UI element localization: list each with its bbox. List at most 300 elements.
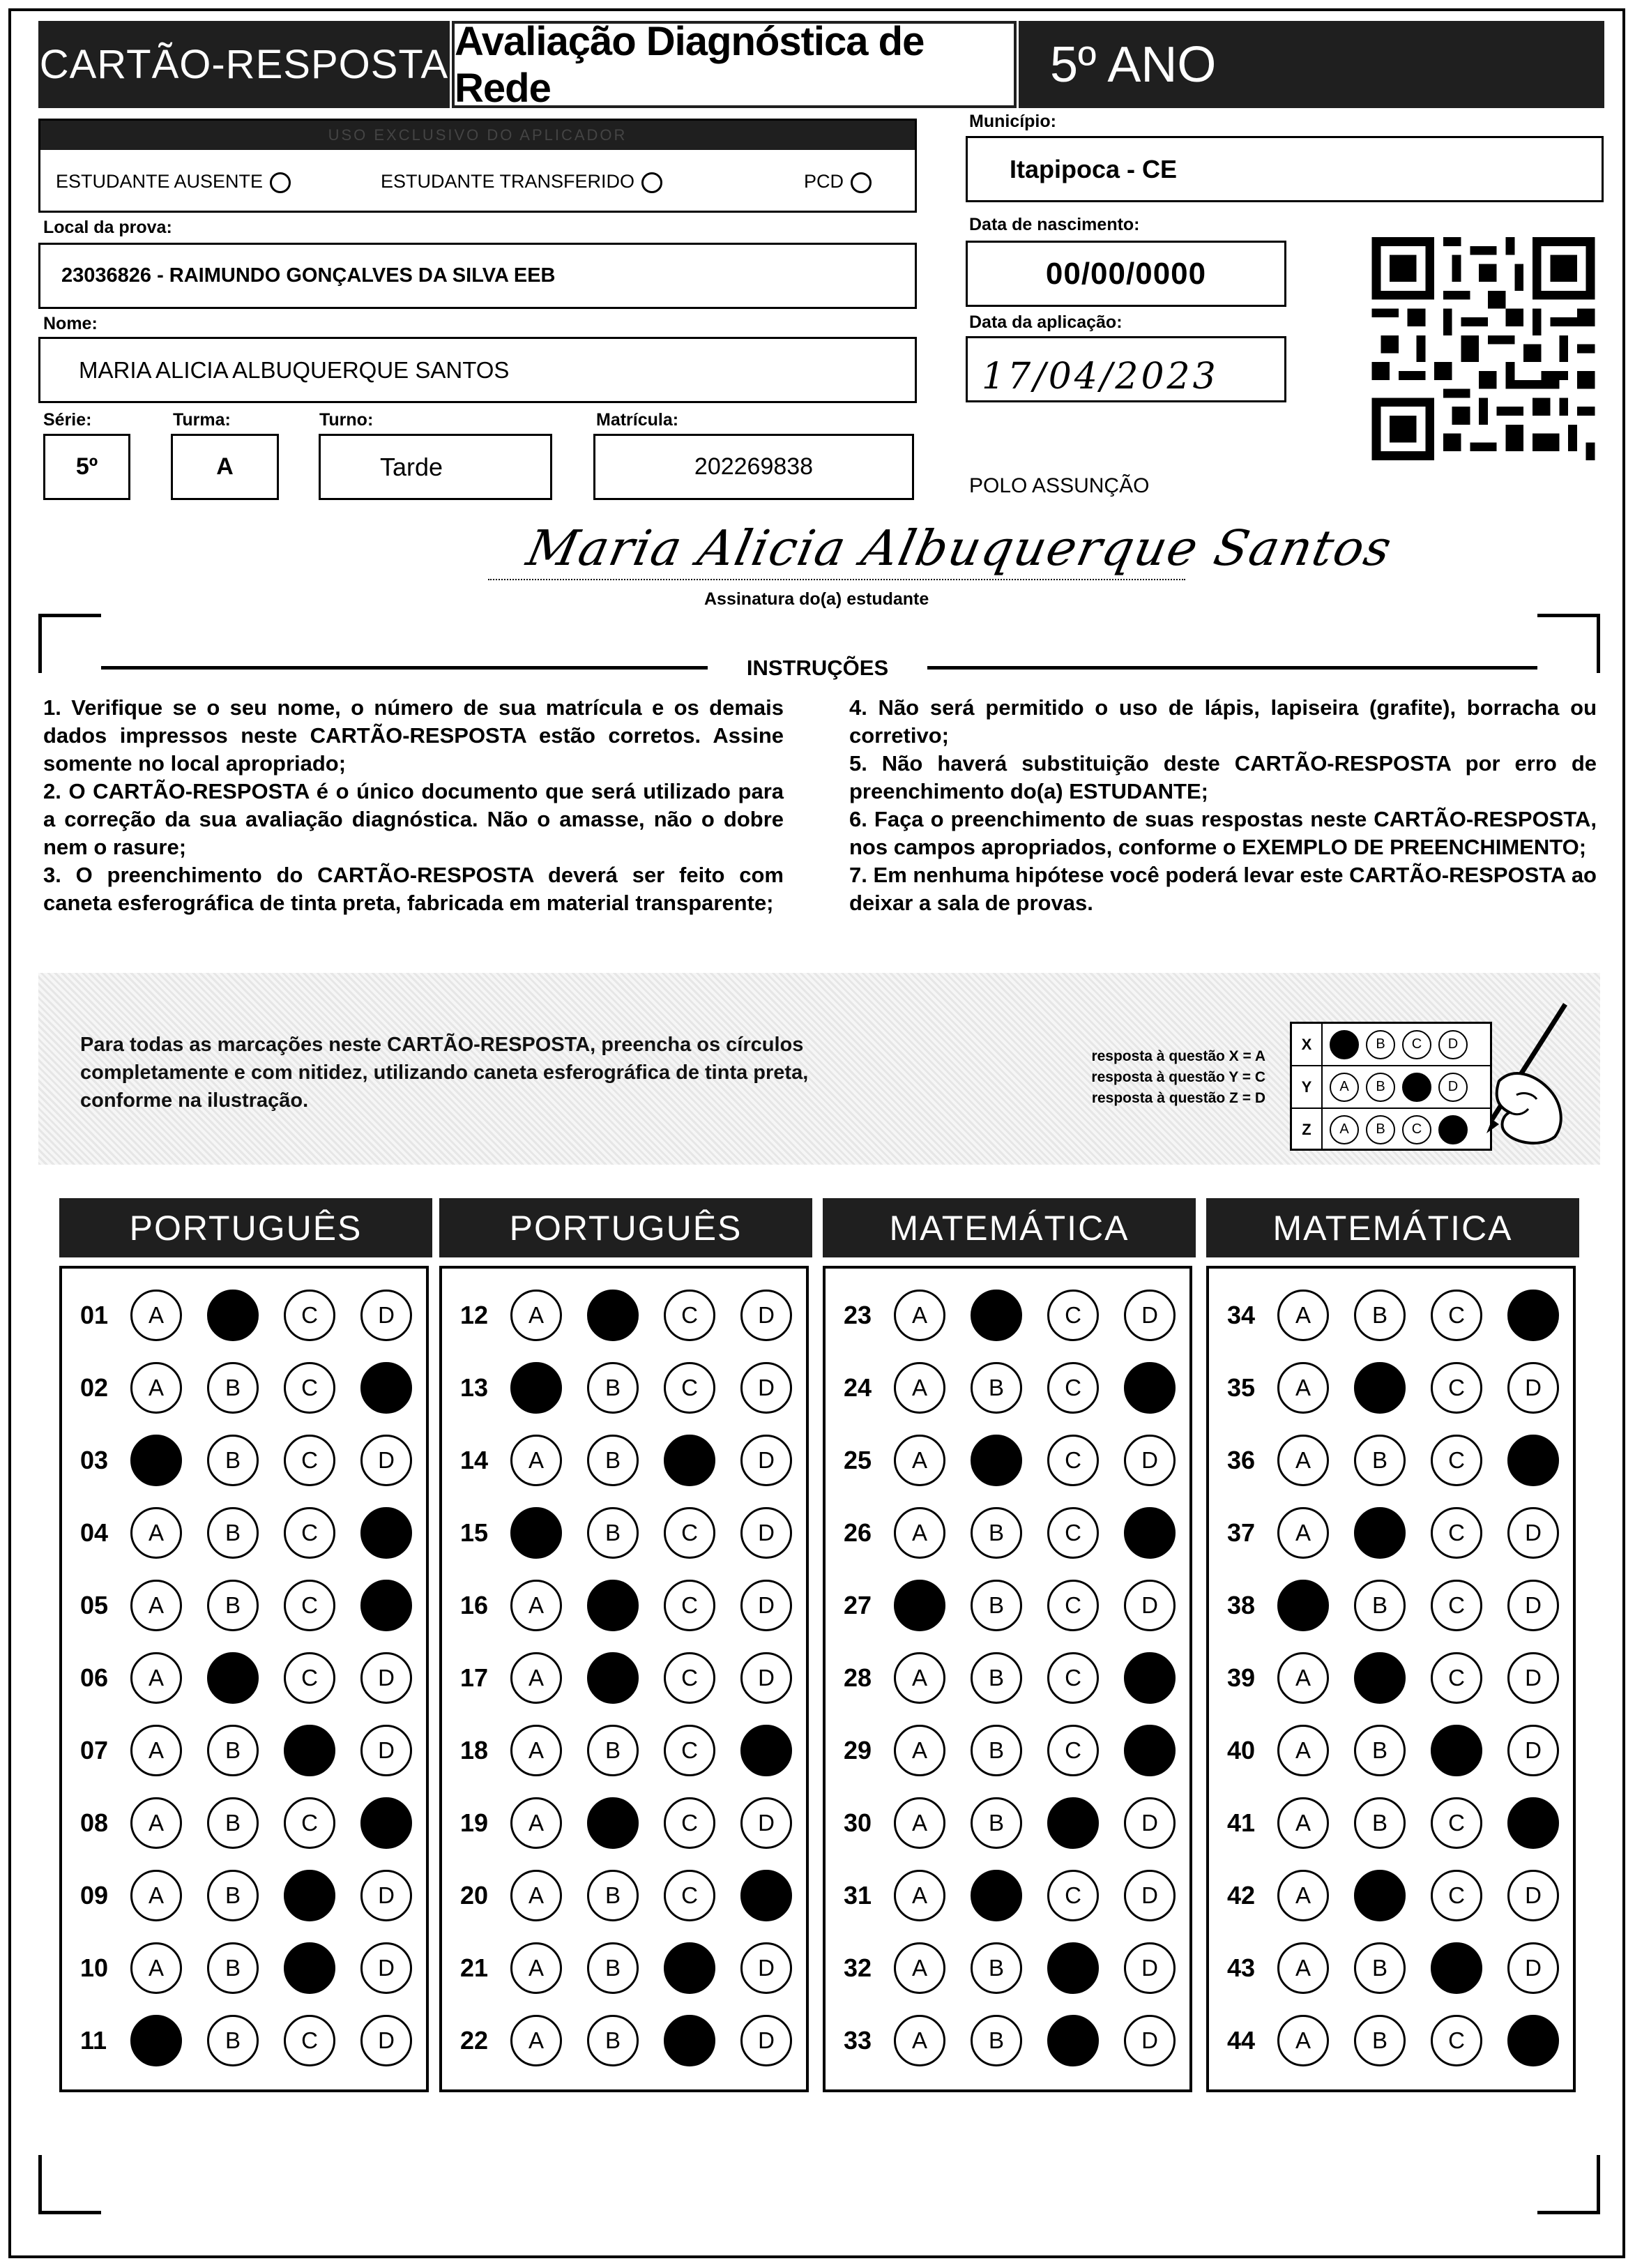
question-number: 39 bbox=[1227, 1663, 1256, 1692]
name-label: Nome: bbox=[43, 314, 98, 333]
answer-bubble-24-a[interactable]: A bbox=[894, 1362, 945, 1414]
answer-bubble-23-c[interactable]: C bbox=[1047, 1290, 1099, 1341]
question-number: 40 bbox=[1227, 1736, 1256, 1764]
header-exam-block bbox=[452, 18, 1017, 111]
answer-bubble-05-c[interactable]: C bbox=[284, 1580, 335, 1631]
question-number: 23 bbox=[844, 1301, 872, 1329]
question-number: 32 bbox=[844, 1953, 872, 1982]
question-row-23 bbox=[826, 1284, 1176, 1347]
answer-bubble-34-d[interactable] bbox=[1507, 1290, 1559, 1341]
answer-bubble-40-d[interactable]: D bbox=[1507, 1725, 1559, 1776]
answer-bubble-14-a[interactable]: A bbox=[510, 1435, 562, 1486]
answer-bubble-43-c[interactable] bbox=[1431, 1942, 1482, 1994]
answer-bubble-27-a[interactable] bbox=[894, 1580, 945, 1631]
answer-bubble-44-b[interactable]: B bbox=[1354, 2015, 1406, 2066]
answer-bubble-04-c[interactable]: C bbox=[284, 1507, 335, 1559]
answer-bubble-37-d[interactable]: D bbox=[1507, 1507, 1559, 1559]
example-bubble-c: C bbox=[1402, 1115, 1431, 1144]
answer-bubble-18-c[interactable]: C bbox=[664, 1725, 715, 1776]
question-row-15 bbox=[442, 1502, 792, 1564]
question-number: 16 bbox=[460, 1591, 489, 1619]
answer-bubble-34-a[interactable]: A bbox=[1277, 1290, 1329, 1341]
answer-bubble-22-a[interactable]: A bbox=[510, 2015, 562, 2066]
question-row-30 bbox=[826, 1792, 1176, 1854]
answer-bubble-32-c[interactable] bbox=[1047, 1942, 1099, 1994]
question-row-22 bbox=[442, 2009, 792, 2072]
question-number: 26 bbox=[844, 1518, 872, 1547]
answer-bubble-12-a[interactable]: A bbox=[510, 1290, 562, 1341]
question-row-05 bbox=[62, 1574, 412, 1637]
nascimento-field bbox=[966, 241, 1286, 307]
answer-bubble-07-d[interactable]: D bbox=[360, 1725, 412, 1776]
question-number: 41 bbox=[1227, 1808, 1256, 1837]
answer-bubble-13-c[interactable]: C bbox=[664, 1362, 715, 1414]
turno-value: Tarde bbox=[380, 452, 443, 481]
answer-bubble-23-d[interactable]: D bbox=[1124, 1290, 1176, 1341]
question-row-19 bbox=[442, 1792, 792, 1854]
answer-bubble-28-d[interactable] bbox=[1124, 1652, 1176, 1704]
answer-bubble-39-a[interactable]: A bbox=[1277, 1652, 1329, 1704]
answer-bubble-20-d[interactable] bbox=[740, 1870, 792, 1921]
answer-bubble-01-c[interactable]: C bbox=[284, 1290, 335, 1341]
answer-bubble-22-b[interactable]: B bbox=[587, 2015, 639, 2066]
answer-bubble-14-b[interactable]: B bbox=[587, 1435, 639, 1486]
answer-bubble-08-a[interactable]: A bbox=[130, 1797, 182, 1849]
question-number: 37 bbox=[1227, 1518, 1256, 1547]
example-row-label: Y bbox=[1292, 1066, 1323, 1107]
question-row-13 bbox=[442, 1356, 792, 1419]
question-number: 31 bbox=[844, 1881, 872, 1910]
answer-bubble-16-b[interactable] bbox=[587, 1580, 639, 1631]
answer-bubble-09-b[interactable]: B bbox=[207, 1870, 259, 1921]
instruction-3: 3. O preenchimento do CARTÃO-RESPOSTA deverá ser feito com caneta esferográfica de tinta preta, fabricada em material transparente; bbox=[43, 863, 784, 915]
answer-bubble-16-d[interactable]: D bbox=[740, 1580, 792, 1631]
question-row-29 bbox=[826, 1719, 1176, 1782]
corner-mark-bottom-left bbox=[38, 2155, 101, 2214]
answer-bubble-11-b[interactable]: B bbox=[207, 2015, 259, 2066]
question-row-26 bbox=[826, 1502, 1176, 1564]
municipio-value: Itapipoca - CE bbox=[1010, 154, 1178, 183]
answer-bubble-06-b[interactable] bbox=[207, 1652, 259, 1704]
question-row-21 bbox=[442, 1937, 792, 1999]
answer-bubble-18-a[interactable]: A bbox=[510, 1725, 562, 1776]
answer-bubble-36-b[interactable]: B bbox=[1354, 1435, 1406, 1486]
answer-bubble-06-d[interactable]: D bbox=[360, 1652, 412, 1704]
question-row-14 bbox=[442, 1429, 792, 1492]
answer-bubble-41-b[interactable]: B bbox=[1354, 1797, 1406, 1849]
question-row-33 bbox=[826, 2009, 1176, 2072]
question-number: 15 bbox=[460, 1518, 489, 1547]
answer-bubble-22-c[interactable] bbox=[664, 2015, 715, 2066]
answer-bubble-09-c[interactable] bbox=[284, 1870, 335, 1921]
answer-bubble-01-b[interactable] bbox=[207, 1290, 259, 1341]
question-row-18 bbox=[442, 1719, 792, 1782]
answer-bubble-13-b[interactable]: B bbox=[587, 1362, 639, 1414]
answer-bubble-30-d[interactable]: D bbox=[1124, 1797, 1176, 1849]
instruction-2: 2. O CARTÃO-RESPOSTA é o único documento que será utilizado para a correção da sua avaliação diagnóstica. Não o amasse, não o dobre nem o rasure; bbox=[43, 779, 784, 859]
question-number: 44 bbox=[1227, 2026, 1256, 2055]
answer-bubble-06-a[interactable]: A bbox=[130, 1652, 182, 1704]
answer-bubble-21-c[interactable] bbox=[664, 1942, 715, 1994]
answer-bubble-43-b[interactable]: B bbox=[1354, 1942, 1406, 1994]
answer-bubble-42-b[interactable] bbox=[1354, 1870, 1406, 1921]
question-row-10 bbox=[62, 1937, 412, 1999]
answer-bubble-31-a[interactable]: A bbox=[894, 1870, 945, 1921]
question-number: 03 bbox=[80, 1446, 109, 1474]
answer-bubble-13-d[interactable]: D bbox=[740, 1362, 792, 1414]
answer-bubble-40-b[interactable]: B bbox=[1354, 1725, 1406, 1776]
answer-bubble-26-a[interactable]: A bbox=[894, 1507, 945, 1559]
answer-bubble-17-b[interactable] bbox=[587, 1652, 639, 1704]
question-row-42 bbox=[1209, 1864, 1559, 1927]
answer-bubble-29-b[interactable]: B bbox=[971, 1725, 1022, 1776]
answer-bubble-19-d[interactable]: D bbox=[740, 1797, 792, 1849]
example-legend-x: resposta à questão X = A bbox=[1091, 1048, 1265, 1064]
answer-bubble-07-b[interactable]: B bbox=[207, 1725, 259, 1776]
answer-bubble-42-a[interactable]: A bbox=[1277, 1870, 1329, 1921]
answer-bubble-44-a[interactable]: A bbox=[1277, 2015, 1329, 2066]
transferred-bubble[interactable] bbox=[641, 172, 662, 193]
answer-bubble-25-b[interactable] bbox=[971, 1435, 1022, 1486]
answer-bubble-31-d[interactable]: D bbox=[1124, 1870, 1176, 1921]
answer-bubble-42-d[interactable]: D bbox=[1507, 1870, 1559, 1921]
answer-bubble-02-c[interactable]: C bbox=[284, 1362, 335, 1414]
answer-bubble-03-b[interactable]: B bbox=[207, 1435, 259, 1486]
question-row-17 bbox=[442, 1647, 792, 1709]
answer-bubble-38-c[interactable]: C bbox=[1431, 1580, 1482, 1631]
answer-bubble-29-d[interactable] bbox=[1124, 1725, 1176, 1776]
question-row-41 bbox=[1209, 1792, 1559, 1854]
question-number: 34 bbox=[1227, 1301, 1256, 1329]
answer-bubble-36-a[interactable]: A bbox=[1277, 1435, 1329, 1486]
aplicacao-field bbox=[966, 336, 1286, 402]
answer-bubble-36-d[interactable] bbox=[1507, 1435, 1559, 1486]
example-bubble-a: A bbox=[1330, 1073, 1359, 1102]
question-row-27 bbox=[826, 1574, 1176, 1637]
answer-bubble-17-c[interactable]: C bbox=[664, 1652, 715, 1704]
answer-bubble-33-c[interactable] bbox=[1047, 2015, 1099, 2066]
question-number: 25 bbox=[844, 1446, 872, 1474]
answer-bubble-44-c[interactable]: C bbox=[1431, 2015, 1482, 2066]
answer-bubble-29-a[interactable]: A bbox=[894, 1725, 945, 1776]
applicator-banner: USO EXCLUSIVO DO APLICADOR bbox=[40, 121, 915, 150]
answer-bubble-19-b[interactable] bbox=[587, 1797, 639, 1849]
answer-bubble-16-c[interactable]: C bbox=[664, 1580, 715, 1631]
pcd-bubble[interactable] bbox=[851, 172, 872, 193]
question-number: 10 bbox=[80, 1953, 109, 1982]
answer-bubble-04-a[interactable]: A bbox=[130, 1507, 182, 1559]
answer-bubble-32-d[interactable]: D bbox=[1124, 1942, 1176, 1994]
answer-bubble-08-c[interactable]: C bbox=[284, 1797, 335, 1849]
answer-bubble-19-a[interactable]: A bbox=[510, 1797, 562, 1849]
answer-bubble-35-a[interactable]: A bbox=[1277, 1362, 1329, 1414]
question-row-07 bbox=[62, 1719, 412, 1782]
example-bubble-c bbox=[1402, 1073, 1431, 1102]
answer-bubble-33-b[interactable]: B bbox=[971, 2015, 1022, 2066]
answer-bubble-20-c[interactable]: C bbox=[664, 1870, 715, 1921]
question-number: 30 bbox=[844, 1808, 872, 1837]
answer-bubble-18-b[interactable]: B bbox=[587, 1725, 639, 1776]
answer-bubble-23-b[interactable] bbox=[971, 1290, 1022, 1341]
hand-pen-icon bbox=[1450, 997, 1576, 1151]
answer-bubble-27-c[interactable]: C bbox=[1047, 1580, 1099, 1631]
question-number: 19 bbox=[460, 1808, 489, 1837]
answer-bubble-31-b[interactable] bbox=[971, 1870, 1022, 1921]
answer-bubble-43-a[interactable]: A bbox=[1277, 1942, 1329, 1994]
answer-bubble-41-a[interactable]: A bbox=[1277, 1797, 1329, 1849]
signature-line bbox=[488, 579, 1185, 580]
answer-bubble-21-b[interactable]: B bbox=[587, 1942, 639, 1994]
answer-panel-3 bbox=[823, 1266, 1192, 2092]
answer-bubble-17-d[interactable]: D bbox=[740, 1652, 792, 1704]
answer-bubble-03-d[interactable]: D bbox=[360, 1435, 412, 1486]
question-row-12 bbox=[442, 1284, 792, 1347]
serie-value: 5º bbox=[75, 453, 98, 480]
question-number: 27 bbox=[844, 1591, 872, 1619]
answer-bubble-35-d[interactable]: D bbox=[1507, 1362, 1559, 1414]
instruction-1: 1. Verifique se o seu nome, o número de sua matrícula e os demais dados impressos neste CARTÃO-RESPOSTA estão corretos. Assine somente no local apropriado; bbox=[43, 695, 784, 776]
answer-bubble-05-d[interactable] bbox=[360, 1580, 412, 1631]
answer-bubble-41-d[interactable] bbox=[1507, 1797, 1559, 1849]
serie-field bbox=[43, 434, 130, 500]
matricula-label: Matrícula: bbox=[596, 410, 679, 430]
answer-bubble-14-d[interactable]: D bbox=[740, 1435, 792, 1486]
question-number: 14 bbox=[460, 1446, 489, 1474]
answer-bubble-33-d[interactable]: D bbox=[1124, 2015, 1176, 2066]
question-number: 36 bbox=[1227, 1446, 1256, 1474]
question-row-02 bbox=[62, 1356, 412, 1419]
answer-bubble-43-d[interactable]: D bbox=[1507, 1942, 1559, 1994]
question-row-39 bbox=[1209, 1647, 1559, 1709]
answer-bubble-30-b[interactable]: B bbox=[971, 1797, 1022, 1849]
answer-bubble-28-c[interactable]: C bbox=[1047, 1652, 1099, 1704]
answer-bubble-19-c[interactable]: C bbox=[664, 1797, 715, 1849]
instructions-left bbox=[43, 694, 784, 917]
answer-bubble-12-d[interactable]: D bbox=[740, 1290, 792, 1341]
question-row-25 bbox=[826, 1429, 1176, 1492]
corner-mark-top-left bbox=[38, 614, 101, 673]
answer-bubble-15-a[interactable] bbox=[510, 1507, 562, 1559]
example-legend-z: resposta à questão Z = D bbox=[1091, 1090, 1265, 1106]
question-number: 29 bbox=[844, 1736, 872, 1764]
answer-bubble-37-c[interactable]: C bbox=[1431, 1507, 1482, 1559]
answer-bubble-11-d[interactable]: D bbox=[360, 2015, 412, 2066]
answer-bubble-37-a[interactable]: A bbox=[1277, 1507, 1329, 1559]
question-row-24 bbox=[826, 1356, 1176, 1419]
answer-bubble-38-d[interactable]: D bbox=[1507, 1580, 1559, 1631]
location-label: Local da prova: bbox=[43, 218, 172, 237]
answer-bubble-27-b[interactable]: B bbox=[971, 1580, 1022, 1631]
example-legend bbox=[1035, 1046, 1265, 1109]
example-bubble-d: D bbox=[1438, 1030, 1468, 1059]
answer-bubble-10-d[interactable]: D bbox=[360, 1942, 412, 1994]
signature-label: Assinatura do(a) estudante bbox=[704, 589, 929, 609]
answer-bubble-09-a[interactable]: A bbox=[130, 1870, 182, 1921]
answer-bubble-22-d[interactable]: D bbox=[740, 2015, 792, 2066]
header-title-block bbox=[38, 21, 450, 108]
answer-bubble-37-b[interactable] bbox=[1354, 1507, 1406, 1559]
answer-bubble-13-a[interactable] bbox=[510, 1362, 562, 1414]
answer-bubble-02-b[interactable]: B bbox=[207, 1362, 259, 1414]
question-row-03 bbox=[62, 1429, 412, 1492]
answer-bubble-28-b[interactable]: B bbox=[971, 1652, 1022, 1704]
answer-bubble-16-a[interactable]: A bbox=[510, 1580, 562, 1631]
answer-bubble-15-d[interactable]: D bbox=[740, 1507, 792, 1559]
answer-bubble-01-a[interactable]: A bbox=[130, 1290, 182, 1341]
answer-bubble-02-a[interactable]: A bbox=[130, 1362, 182, 1414]
answer-bubble-29-c[interactable]: C bbox=[1047, 1725, 1099, 1776]
answer-bubble-11-c[interactable]: C bbox=[284, 2015, 335, 2066]
answer-bubble-24-c[interactable]: C bbox=[1047, 1362, 1099, 1414]
answer-bubble-26-b[interactable]: B bbox=[971, 1507, 1022, 1559]
answer-bubble-11-a[interactable] bbox=[130, 2015, 182, 2066]
answer-bubble-20-b[interactable]: B bbox=[587, 1870, 639, 1921]
absent-option[interactable]: ESTUDANTE AUSENTE bbox=[56, 171, 291, 193]
location-field bbox=[38, 243, 917, 309]
answer-bubble-23-a[interactable]: A bbox=[894, 1290, 945, 1341]
question-row-06 bbox=[62, 1647, 412, 1709]
turma-label: Turma: bbox=[173, 410, 231, 430]
answer-bubble-25-c[interactable]: C bbox=[1047, 1435, 1099, 1486]
qr-code-icon bbox=[1370, 237, 1597, 460]
answer-bubble-38-b[interactable]: B bbox=[1354, 1580, 1406, 1631]
header-grade: 5º ANO bbox=[1050, 36, 1217, 93]
matricula-field bbox=[593, 434, 914, 500]
answer-bubble-34-c[interactable]: C bbox=[1431, 1290, 1482, 1341]
answer-bubble-32-a[interactable]: A bbox=[894, 1942, 945, 1994]
answer-bubble-10-c[interactable] bbox=[284, 1942, 335, 1994]
question-row-32 bbox=[826, 1937, 1176, 1999]
municipio-label: Município: bbox=[969, 112, 1056, 131]
answer-bubble-30-c[interactable] bbox=[1047, 1797, 1099, 1849]
answer-bubble-02-d[interactable] bbox=[360, 1362, 412, 1414]
answer-bubble-35-b[interactable] bbox=[1354, 1362, 1406, 1414]
answer-bubble-09-d[interactable]: D bbox=[360, 1870, 412, 1921]
answer-bubble-34-b[interactable]: B bbox=[1354, 1290, 1406, 1341]
answer-bubble-30-a[interactable]: A bbox=[894, 1797, 945, 1849]
answer-bubble-33-a[interactable]: A bbox=[894, 2015, 945, 2066]
question-number: 33 bbox=[844, 2026, 872, 2055]
answer-bubble-32-b[interactable]: B bbox=[971, 1942, 1022, 1994]
question-row-04 bbox=[62, 1502, 412, 1564]
instruction-4: 4. Não será permitido o uso de lápis, lapiseira (grafite), borracha ou corretivo; bbox=[849, 695, 1597, 748]
question-number: 13 bbox=[460, 1373, 489, 1402]
example-bubble-d: D bbox=[1438, 1073, 1468, 1102]
answer-bubble-10-b[interactable]: B bbox=[207, 1942, 259, 1994]
applicator-box bbox=[38, 119, 917, 213]
question-number: 42 bbox=[1227, 1881, 1256, 1910]
answer-bubble-07-a[interactable]: A bbox=[130, 1725, 182, 1776]
answer-bubble-04-b[interactable]: B bbox=[207, 1507, 259, 1559]
answer-bubble-06-c[interactable]: C bbox=[284, 1652, 335, 1704]
answer-bubble-31-c[interactable]: C bbox=[1047, 1870, 1099, 1921]
answer-bubble-05-a[interactable]: A bbox=[130, 1580, 182, 1631]
question-row-09 bbox=[62, 1864, 412, 1927]
answer-bubble-26-d[interactable] bbox=[1124, 1507, 1176, 1559]
example-row-label: X bbox=[1292, 1024, 1323, 1065]
answer-bubble-44-d[interactable] bbox=[1507, 2015, 1559, 2066]
answer-bubble-25-a[interactable]: A bbox=[894, 1435, 945, 1486]
question-number: 01 bbox=[80, 1301, 109, 1329]
answer-bubble-10-a[interactable]: A bbox=[130, 1942, 182, 1994]
answer-bubble-27-d[interactable]: D bbox=[1124, 1580, 1176, 1631]
example-bubble-a bbox=[1330, 1030, 1359, 1059]
answer-panel-4 bbox=[1206, 1266, 1576, 2092]
answer-bubble-24-d[interactable] bbox=[1124, 1362, 1176, 1414]
question-number: 20 bbox=[460, 1881, 489, 1910]
signature: Maria Alicia Albuquerque Santos bbox=[522, 520, 1398, 577]
question-row-20 bbox=[442, 1864, 792, 1927]
example-bubble-b: B bbox=[1366, 1115, 1395, 1144]
answer-bubble-35-c[interactable]: C bbox=[1431, 1362, 1482, 1414]
answer-bubble-40-c[interactable] bbox=[1431, 1725, 1482, 1776]
instructions-rule-left bbox=[101, 666, 708, 670]
question-row-31 bbox=[826, 1864, 1176, 1927]
answer-bubble-04-d[interactable] bbox=[360, 1507, 412, 1559]
answer-bubble-39-b[interactable] bbox=[1354, 1652, 1406, 1704]
answer-bubble-15-c[interactable]: C bbox=[664, 1507, 715, 1559]
answer-bubble-24-b[interactable]: B bbox=[971, 1362, 1022, 1414]
answer-bubble-38-a[interactable] bbox=[1277, 1580, 1329, 1631]
answer-bubble-07-c[interactable] bbox=[284, 1725, 335, 1776]
answer-bubble-25-d[interactable]: D bbox=[1124, 1435, 1176, 1486]
question-number: 12 bbox=[460, 1301, 489, 1329]
turma-value: A bbox=[216, 453, 234, 480]
answer-bubble-03-a[interactable] bbox=[130, 1435, 182, 1486]
header-title: CARTÃO-RESPOSTA bbox=[39, 42, 449, 87]
answer-bubble-20-a[interactable]: A bbox=[510, 1870, 562, 1921]
answer-bubble-39-c[interactable]: C bbox=[1431, 1652, 1482, 1704]
instructions-rule-right bbox=[927, 666, 1537, 670]
instruction-6: 6. Faça o preenchimento de suas respostas neste CARTÃO-RESPOSTA, nos campos apropriados, conforme o EXEMPLO DE PREENCHIMENTO; bbox=[849, 807, 1597, 859]
answer-bubble-21-a[interactable]: A bbox=[510, 1942, 562, 1994]
question-row-01 bbox=[62, 1284, 412, 1347]
question-number: 38 bbox=[1227, 1591, 1256, 1619]
turma-field bbox=[171, 434, 279, 500]
answer-bubble-03-c[interactable]: C bbox=[284, 1435, 335, 1486]
answer-bubble-41-c[interactable]: C bbox=[1431, 1797, 1482, 1849]
transferred-option[interactable]: ESTUDANTE TRANSFERIDO bbox=[381, 171, 662, 193]
instruction-5: 5. Não haverá substituição deste CARTÃO-RESPOSTA por erro de preenchimento do(a) ESTUDANTE; bbox=[849, 751, 1597, 803]
answer-bubble-28-a[interactable]: A bbox=[894, 1652, 945, 1704]
example-row-label: Z bbox=[1292, 1109, 1323, 1150]
answer-bubble-12-b[interactable] bbox=[587, 1290, 639, 1341]
answer-bubble-42-c[interactable]: C bbox=[1431, 1870, 1482, 1921]
question-number: 18 bbox=[460, 1736, 489, 1764]
name-field bbox=[38, 337, 917, 403]
pcd-option[interactable]: PCD bbox=[804, 171, 872, 193]
answer-bubble-15-b[interactable]: B bbox=[587, 1507, 639, 1559]
answer-bubble-39-d[interactable]: D bbox=[1507, 1652, 1559, 1704]
answer-bubble-01-d[interactable]: D bbox=[360, 1290, 412, 1341]
answer-bubble-08-d[interactable] bbox=[360, 1797, 412, 1849]
answer-bubble-05-b[interactable]: B bbox=[207, 1580, 259, 1631]
answer-bubble-17-a[interactable]: A bbox=[510, 1652, 562, 1704]
answer-bubble-26-c[interactable]: C bbox=[1047, 1507, 1099, 1559]
answer-bubble-12-c[interactable]: C bbox=[664, 1290, 715, 1341]
example-bubble-c: C bbox=[1402, 1030, 1431, 1059]
question-row-38 bbox=[1209, 1574, 1559, 1637]
answer-bubble-18-d[interactable] bbox=[740, 1725, 792, 1776]
question-row-34 bbox=[1209, 1284, 1559, 1347]
answer-bubble-21-d[interactable]: D bbox=[740, 1942, 792, 1994]
answer-bubble-40-a[interactable]: A bbox=[1277, 1725, 1329, 1776]
example-bubble-b: B bbox=[1366, 1073, 1395, 1102]
answer-bubble-36-c[interactable]: C bbox=[1431, 1435, 1482, 1486]
answer-bubble-14-c[interactable] bbox=[664, 1435, 715, 1486]
answer-bubble-08-b[interactable]: B bbox=[207, 1797, 259, 1849]
absent-bubble[interactable] bbox=[270, 172, 291, 193]
